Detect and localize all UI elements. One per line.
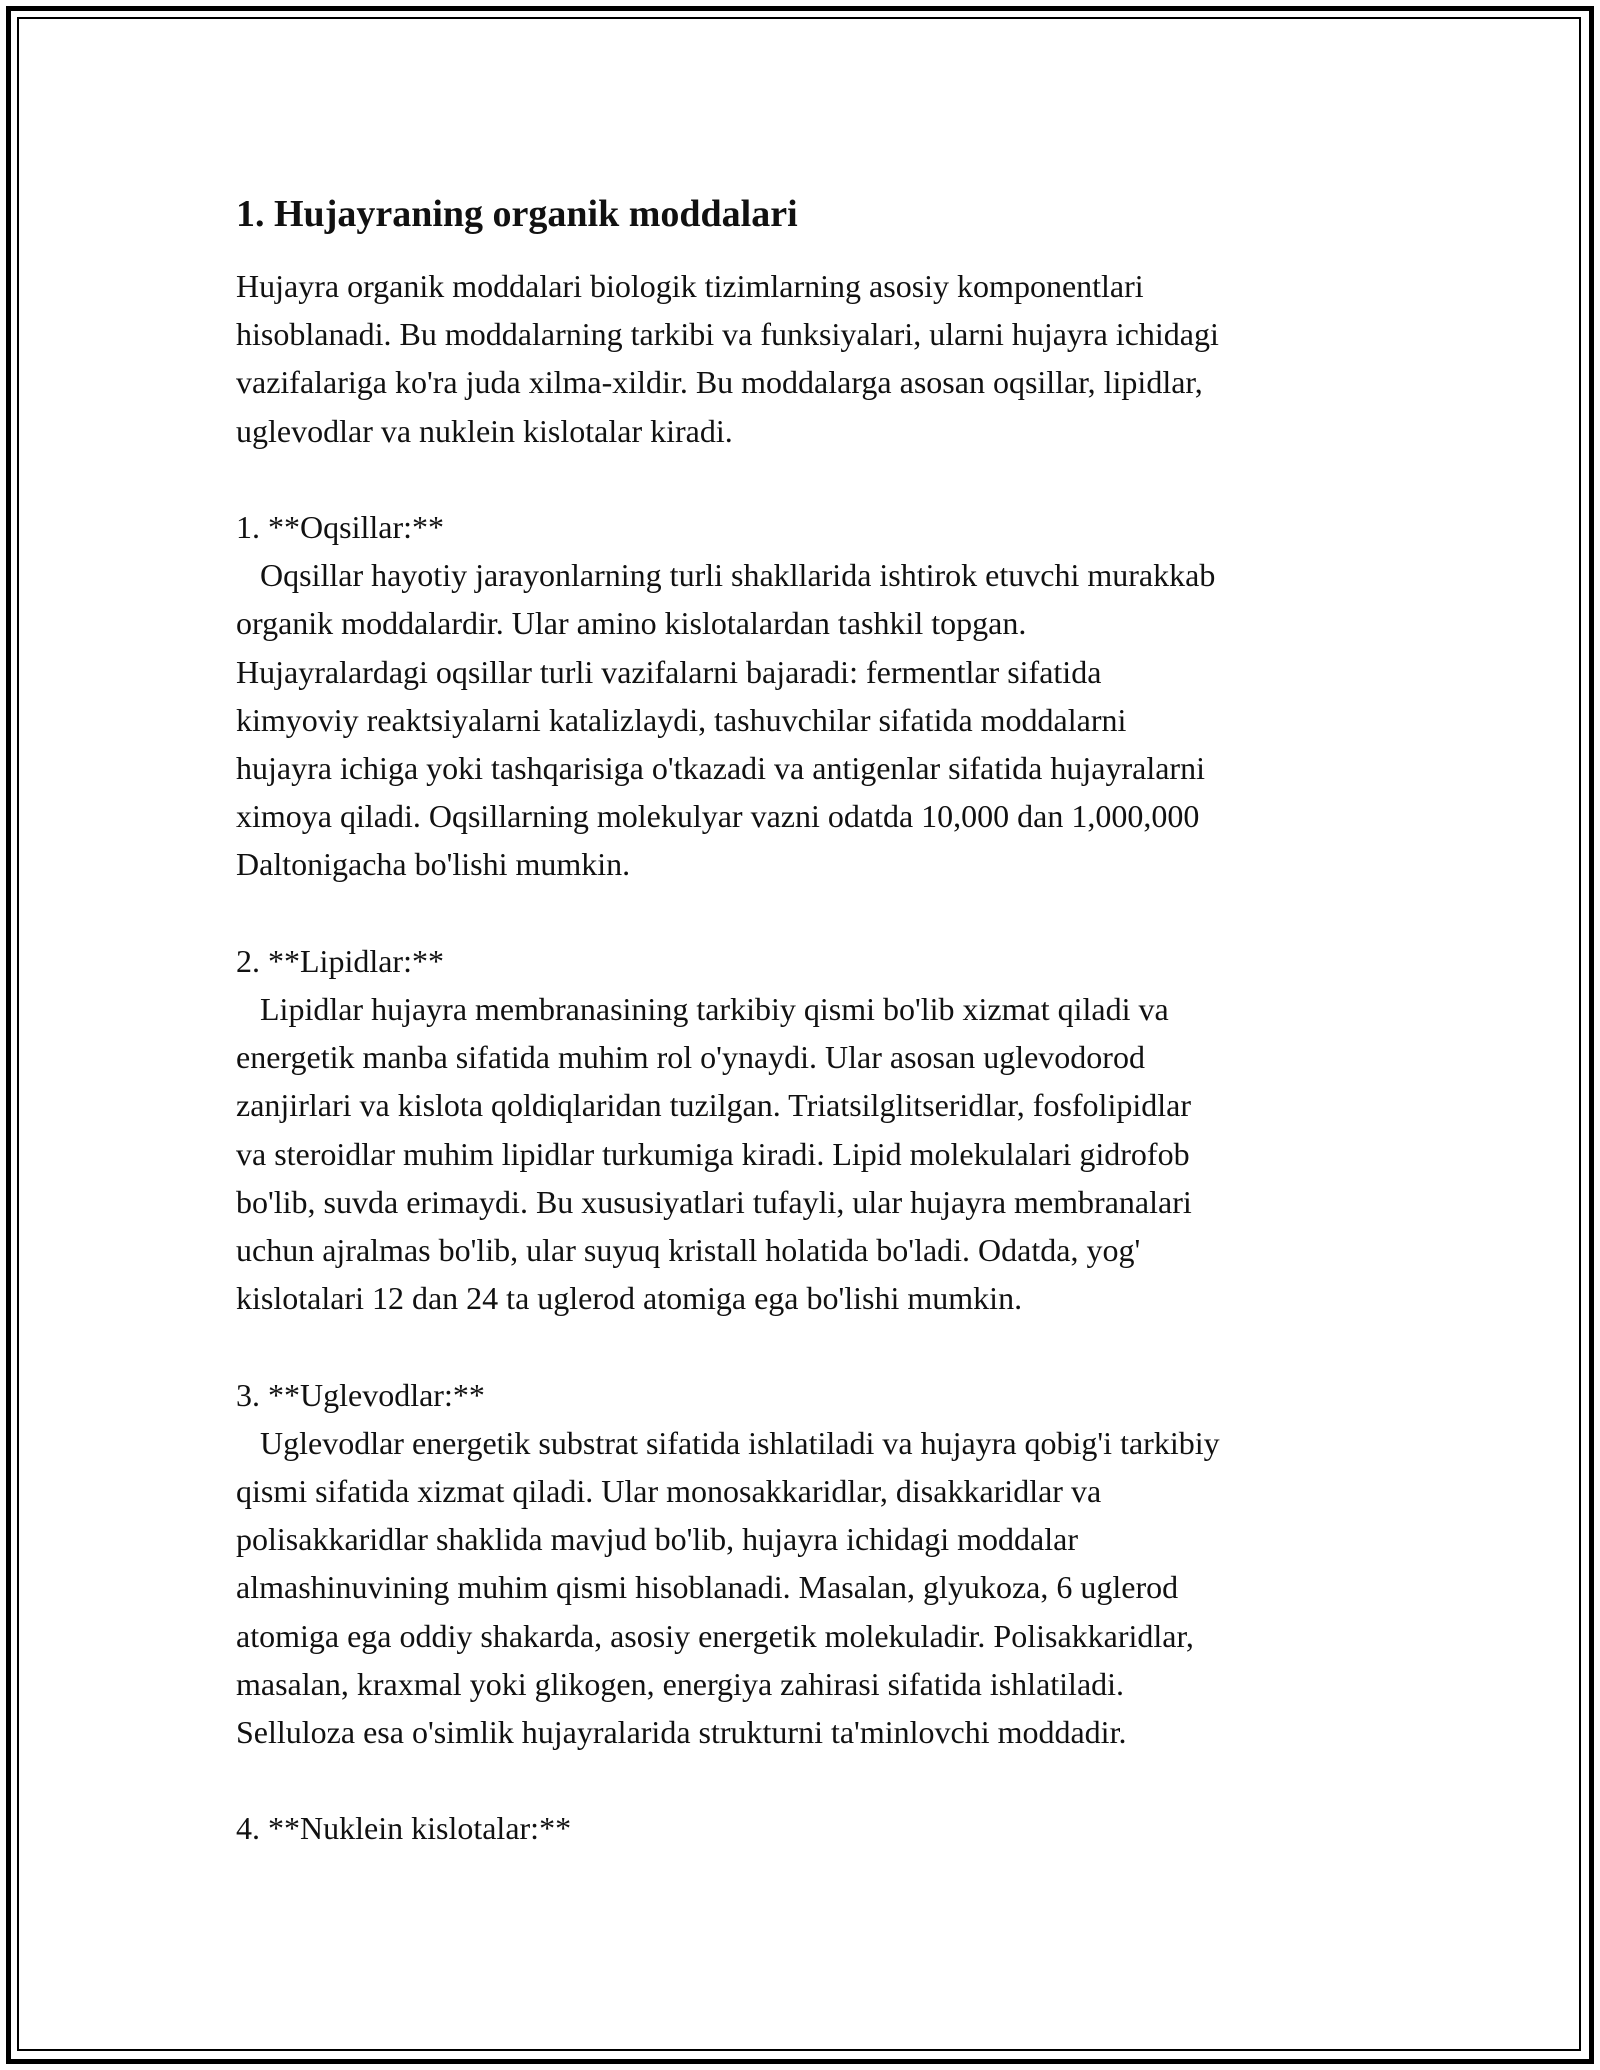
section-line: Hujayralardagi oqsillar turli vazifalarni bajaradi: fermentlar sifatida <box>236 653 1102 690</box>
section-line: masalan, kraxmal yoki glikogen, energiya zahirasi sifatida ishlatiladi. <box>236 1665 1125 1702</box>
intro-line: vazifalariga ko'ra juda xilma-xildir. Bu moddalarga asosan oqsillar, lipidlar, <box>236 364 1203 401</box>
paragraph-gap <box>236 1322 1396 1370</box>
section-line: hujayra ichiga yoki tashqarisiga o'tkazadi va antigenlar sifatida hujayralarni <box>236 750 1205 787</box>
section-title-nuklein-kislotalar: 4. **Nuklein kislotalar:** <box>236 1810 572 1847</box>
section-line: Uglevodlar energetik substrat sifatida ishlatiladi va hujayra qobig'i tarkibiy <box>236 1424 1220 1461</box>
section-line: bo'lib, suvda erimaydi. Bu xususiyatlari tufayli, ular hujayra membranalari <box>236 1183 1192 1220</box>
document-page <box>236 188 1396 1853</box>
section-line: Daltonigacha bo'lishi mumkin. <box>236 846 631 883</box>
section-title-oqsillar: 1. **Oqsillar:** <box>236 509 444 545</box>
section-line: Oqsillar hayotiy jarayonlarning turli shakllarida ishtirok etuvchi murakkab <box>236 557 1216 594</box>
section-title-uglevodlar: 3. **Uglevodlar:** <box>236 1376 485 1413</box>
paragraph-gap <box>236 1756 1396 1804</box>
section-line: zanjirlari va kislota qoldiqlaridan tuzilgan. Triatsilglitseridlar, fosfolipidlar <box>236 1087 1191 1124</box>
section-line: almashinuvining muhim qismi hisoblanadi. Masalan, glyukoza, 6 uglerod <box>236 1569 1179 1606</box>
section-line: ximoya qiladi. Oqsillarning molekulyar vazni odatda 10,000 dan 1,000,000 <box>236 798 1200 835</box>
section-line: va steroidlar muhim lipidlar turkumiga kiradi. Lipid molekulalari gidrofob <box>236 1135 1190 1172</box>
section-line: kimyoviy reaktsiyalarni katalizlaydi, tashuvchilar sifatida moddalarni <box>236 701 1127 738</box>
section-line: Lipidlar hujayra membranasining tarkibiy qismi bo'lib xizmat qiladi va <box>236 991 1169 1028</box>
intro-paragraph <box>236 262 1396 1853</box>
section-title-lipidlar: 2. **Lipidlar:** <box>236 942 444 979</box>
section-line: kislotalari 12 dan 24 ta uglerod atomiga ega bo'lishi mumkin. <box>236 1280 1023 1317</box>
section-line: qismi sifatida xizmat qiladi. Ular monosakkaridlar, disakkaridlar va <box>236 1473 1102 1510</box>
section-line: Selluloza esa o'simlik hujayralarida strukturni ta'minlovchi moddadir. <box>236 1714 1127 1751</box>
paragraph-gap <box>236 889 1396 937</box>
section-line: polisakkaridlar shaklida mavjud bo'lib, hujayra ichidagi moddalar <box>236 1521 1078 1558</box>
intro-line: uglevodlar va nuklein kislotalar kiradi. <box>236 412 733 449</box>
section-line: atomiga ega oddiy shakarda, asosiy energetik molekuladir. Polisakkaridlar, <box>236 1617 1194 1654</box>
section-line: organik moddalardir. Ular amino kislotalardan tashkil topgan. <box>236 605 1027 642</box>
page-title: 1. Hujayraning organik moddalari <box>236 193 798 235</box>
section-line: energetik manba sifatida muhim rol o'ynaydi. Ular asosan uglevodorod <box>236 1039 1145 1076</box>
paragraph-gap <box>236 455 1396 503</box>
intro-line: hisoblanadi. Bu moddalarning tarkibi va funksiyalari, ularni hujayra ichidagi <box>236 316 1219 353</box>
section-line: uchun ajralmas bo'lib, ular suyuq kristall holatida bo'ladi. Odatda, yog' <box>236 1232 1141 1269</box>
intro-line: Hujayra organik moddalari biologik tizimlarning asosiy komponentlari <box>236 268 1144 304</box>
